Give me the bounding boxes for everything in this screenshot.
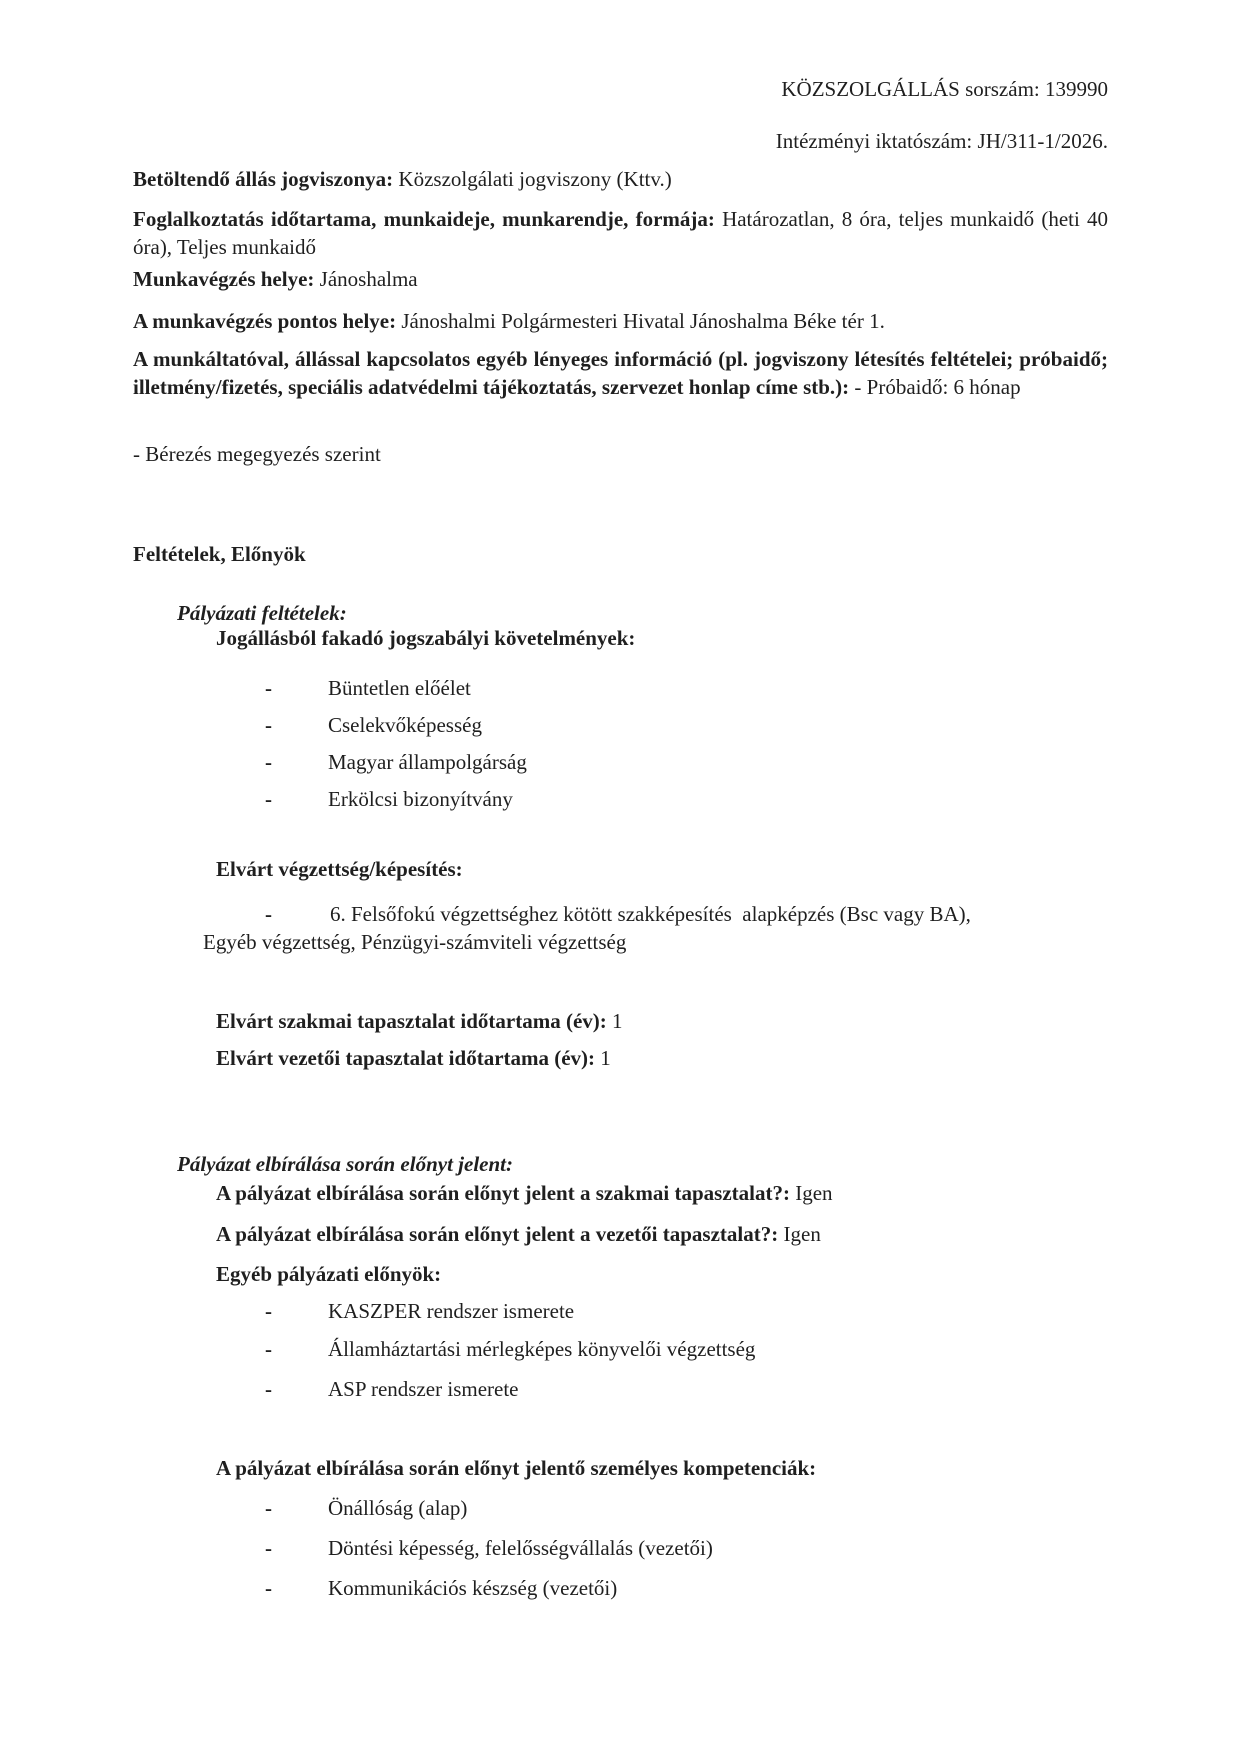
field-legal-relationship <box>133 165 1108 193</box>
list-item <box>133 785 1108 813</box>
list-item-text: Döntési képesség, felelősségvállalás (vezetői) <box>328 1536 713 1560</box>
list-item <box>133 748 1108 776</box>
field-value: Határozatlan, 8 óra, teljes munkaidő (heti 40 óra), Teljes munkaidő <box>133 207 1108 259</box>
list-dash: - <box>265 1337 272 1361</box>
heading-other-advantages: Egyéb pályázati előnyök: <box>216 1262 442 1286</box>
list-dash: - <box>265 787 272 811</box>
field-work-location <box>133 265 1108 293</box>
field-other-info <box>133 345 1108 401</box>
list-item-text: Önállóság (alap) <box>328 1496 468 1520</box>
list-dash: - <box>265 1576 272 1600</box>
list-dash: - <box>265 750 272 774</box>
heading-competencies: A pályázat elbírálása során előnyt jelentő személyes kompetenciák: <box>216 1456 817 1480</box>
list-item <box>133 1297 1108 1325</box>
field-value: 1 <box>600 1046 611 1070</box>
list-item <box>133 674 1108 702</box>
heading-education: Elvárt végzettség/képesítés: <box>216 857 463 881</box>
list-item-text: Erkölcsi bizonyítvány <box>328 787 513 811</box>
doc-registry-number: Intézményi iktatószám: JH/311-1/2026. <box>775 129 1108 153</box>
field-professional-experience <box>216 1007 1108 1035</box>
subsection-conditions: Pályázati feltételek: <box>177 601 347 625</box>
list-item <box>133 1335 1108 1363</box>
field-value: Közszolgálati jogviszony (Kttv.) <box>398 167 672 191</box>
list-dash: - <box>265 1299 272 1323</box>
field-leadership-experience <box>216 1044 1108 1072</box>
list-item-text: Cselekvőképesség <box>328 713 482 737</box>
list-dash: - <box>265 902 272 926</box>
list-item-text: KASZPER rendszer ismerete <box>328 1299 575 1323</box>
field-label: A pályázat elbírálása során előnyt jelent a szakmai tapasztalat?: <box>216 1181 790 1205</box>
list-item <box>133 1494 1108 1522</box>
list-dash: - <box>265 713 272 737</box>
field-exact-work-location <box>133 307 1108 335</box>
list-dash: - <box>265 1496 272 1520</box>
field-employment-terms <box>133 205 1108 261</box>
field-label: Elvárt szakmai tapasztalat időtartama (év): <box>216 1009 607 1033</box>
field-value: Jánoshalma <box>319 267 418 291</box>
list-item-text: ASP rendszer ismerete <box>328 1377 519 1401</box>
field-value: - Próbaidő: 6 hónap <box>854 375 1021 399</box>
field-advantage-leadership <box>216 1220 1108 1248</box>
field-label: A munkavégzés pontos helye: <box>133 309 397 333</box>
field-label: Munkavégzés helye: <box>133 267 315 291</box>
subsection-advantages: Pályázat elbírálása során előnyt jelent: <box>177 1152 513 1176</box>
section-title: Feltételek, Előnyök <box>133 542 306 566</box>
list-dash: - <box>265 1536 272 1560</box>
list-item <box>133 1534 1108 1562</box>
list-item-text: Büntetlen előélet <box>328 676 471 700</box>
field-label: A pályázat elbírálása során előnyt jelent a vezetői tapasztalat?: <box>216 1222 779 1246</box>
field-advantage-professional <box>216 1179 1108 1207</box>
field-value: 1 <box>612 1009 623 1033</box>
list-item-text: 6. Felsőfokú végzettséghez kötött szakképesítés alapképzés (Bsc vagy BA), <box>330 902 971 926</box>
list-item-education-cont: Egyéb végzettség, Pénzügyi-számviteli végzettség <box>203 930 627 954</box>
list-dash: - <box>265 676 272 700</box>
field-value: Jánoshalmi Polgármesteri Hivatal Jánoshalma Béke tér 1. <box>401 309 885 333</box>
list-item <box>133 711 1108 739</box>
field-label: A munkáltatóval, állással kapcsolatos egyéb lényeges információ (pl. jogviszony létesítés feltételei; próbaidő; illetmény/fizetés, speciális adatvédelmi tájékoztatás, szervezet honlap címe stb.): <box>133 347 1108 399</box>
list-item-text: Államháztartási mérlegképes könyvelői végzettség <box>328 1337 756 1361</box>
list-item-education <box>203 900 1108 928</box>
field-value: Igen <box>783 1222 821 1246</box>
field-label: Elvárt vezetői tapasztalat időtartama (év): <box>216 1046 596 1070</box>
field-label: Foglalkoztatás időtartama, munkaideje, munkarendje, formája: <box>133 207 715 231</box>
list-item-text: Magyar állampolgárság <box>328 750 527 774</box>
field-value: Igen <box>795 1181 833 1205</box>
list-dash: - <box>265 1377 272 1401</box>
field-label: Betöltendő állás jogviszonya: <box>133 167 394 191</box>
list-item <box>133 1375 1108 1403</box>
list-item-text: Kommunikációs készség (vezetői) <box>328 1576 618 1600</box>
heading-legal-requirements: Jogállásból fakadó jogszabályi követelmények: <box>216 626 636 650</box>
doc-serial-number: KÖZSZOLGÁLLÁS sorszám: 139990 <box>781 77 1108 101</box>
list-item <box>133 1574 1108 1602</box>
note-salary: - Bérezés megegyezés szerint <box>133 442 381 466</box>
